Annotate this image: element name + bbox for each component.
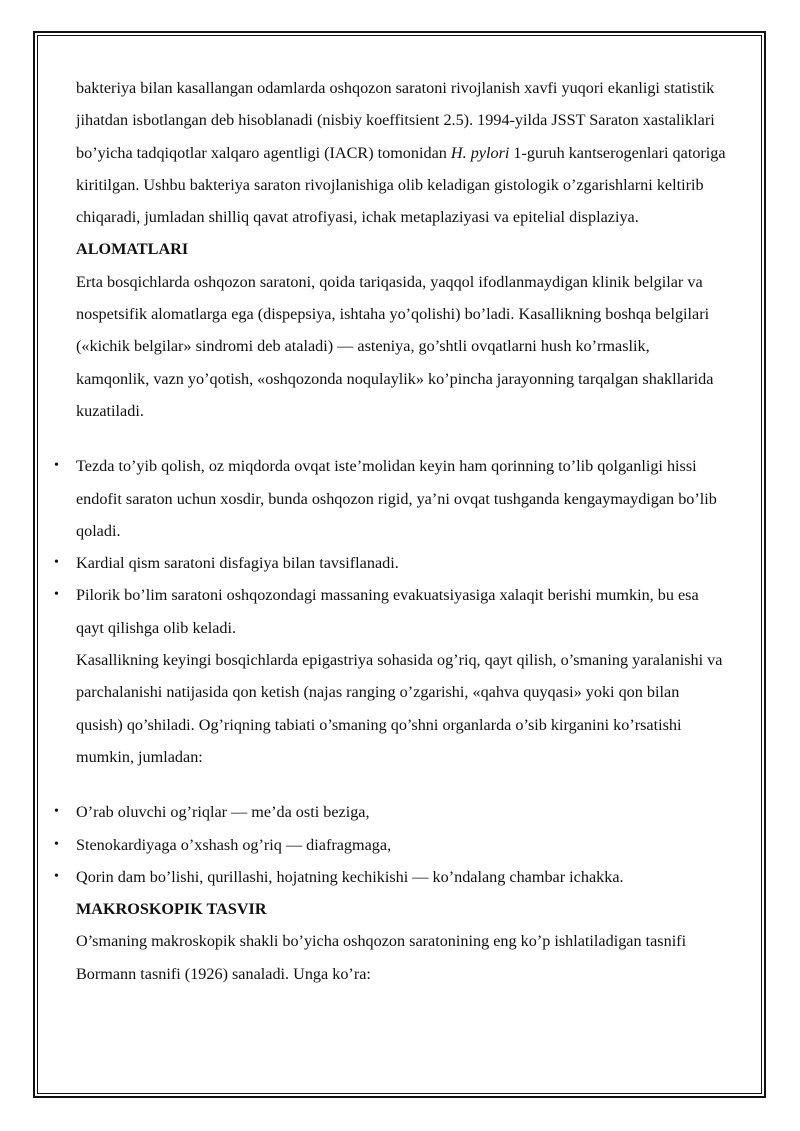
pain-bullet-list: [54, 796, 726, 893]
macroscopic-paragraph: O’smaning makroskopik shakli bo’yicha oshqozon saratonining eng ko’p ishlatiladigan tasnifi Bormann tasnifi (1926) sanaladi. Unga ko’ra:: [76, 932, 687, 983]
bullet-icon: •: [54, 804, 59, 820]
list-item: [54, 547, 726, 579]
bullet-icon: •: [54, 555, 59, 571]
intro-text-after: 1-guruh kantserogenlari qatoriga kiritilgan. Ushbu bakteriya saraton rivojlanishiga olib keladigan gistologik o’zgarishlarni keltirib chiqaradi, jumladan shilliq qavat atrofiyasi, ichak metaplaziyasi va epitelial displaziya.: [76, 143, 726, 227]
later-stage-paragraph: Kasallikning keyingi bosqichlarda epigastriya sohasida og’riq, qayt qilish, o’smaning yaralanishi va parchalanishi natijasida qon ketish (najas ranging o’zgarishi, «qahva quyqasi» yoki qon bilan qusish) qo’shiladi. Og’riqning tabiati o’smaning qo’shni organlarda o’sib kirganini ko’rsatishi mumkin, jumladan:: [76, 651, 723, 766]
document-body: [54, 72, 726, 990]
list-item: [54, 450, 726, 547]
intro-text-before: bakteriya bilan kasallangan odamlarda oshqozon saratoni rivojlanish xavfi yuqori ekanligi statistik jihatdan isbotlangan deb hisoblanadi (nisbiy koeffitsient 2.5). 1994-yilda JSST Saraton xastaliklari bo’yicha tadqiqotlar xalqaro agentligi (IACR) tomonidan: [76, 79, 715, 162]
section-heading-macroscopic: MAKROSKOPIK TASVIR: [76, 900, 267, 919]
list-item-text: Pilorik bo’lim saratoni oshqozondagi massaning evakuatsiyasiga xalaqit berishi mumkin, bu esa qayt qilishga olib keladi.: [76, 586, 699, 637]
list-item-text: O’rab oluvchi og’riqlar — me’da osti beziga,: [76, 803, 370, 822]
list-item: [54, 829, 726, 861]
bullet-icon: •: [54, 868, 59, 884]
intro-italic-term: H. pylori: [450, 143, 510, 162]
intro-paragraph: [76, 72, 726, 233]
list-item-text: Tezda to’yib qolish, oz miqdorda ovqat iste’molidan keyin ham qorinning to’lib qolganligi hissi endofit saraton uchun xosdir, bunda oshqozon rigid, ya’ni ovqat tushganda kengaymaydigan bo’lib qoladi.: [76, 457, 717, 540]
list-item: [54, 579, 726, 644]
list-item-text: Kardial qism saratoni disfagiya bilan tavsiflanadi.: [76, 554, 399, 573]
bullet-icon: •: [54, 587, 59, 603]
list-item: [54, 861, 726, 893]
list-item-text: Qorin dam bo’lishi, qurillashi, hojatning kechikishi — ko’ndalang chambar ichakka.: [76, 867, 624, 886]
bullet-icon: •: [54, 458, 59, 474]
symptoms-bullet-list: [54, 450, 726, 644]
bullet-icon: •: [54, 836, 59, 852]
symptoms-paragraph: Erta bosqichlarda oshqozon saratoni, qoida tariqasida, yaqqol ifodlanmaydigan klinik belgilar va nospetsifik alomatlarga ega (dispepsiya, ishtaha yo’qolishi) bo’ladi. Kasallikning boshqa belgilari («kichik belgilar» sindromi deb ataladi) — asteniya, go’shtli ovqatlarni hush ko’rmaslik, kamqonlik, vazn yo’qotish, «oshqozonda noqulaylik» ko’pincha jarayonning tarqalgan shakllarida kuzatiladi.: [76, 272, 714, 420]
list-item-text: Stenokardiyaga o’xshash og’riq — diafragmaga,: [76, 835, 392, 854]
list-item: [54, 796, 726, 828]
section-heading-symptoms: ALOMATLARI: [76, 240, 189, 259]
